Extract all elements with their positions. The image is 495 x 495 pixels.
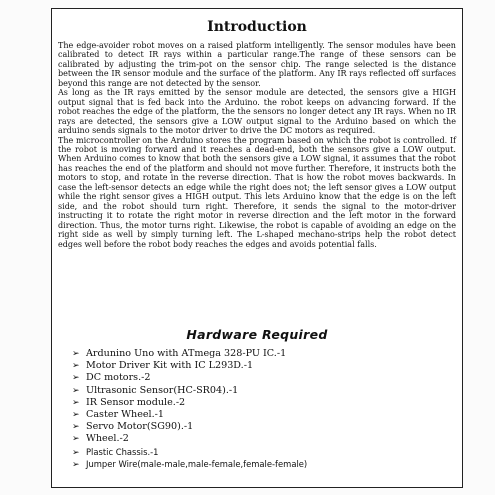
hardware-item-label: Ultrasonic Sensor(HC-SR04).-1 xyxy=(86,384,239,396)
hardware-item-label: Motor Driver Kit with IC L293D.-1 xyxy=(86,360,254,372)
arrow-bullet-icon: ➢ xyxy=(72,422,80,433)
hardware-title: Hardware Required xyxy=(186,327,328,342)
arrow-bullet-icon: ➢ xyxy=(72,447,80,458)
hardware-item-label: Ardunino Uno with ATmega 328-PU IC.-1 xyxy=(86,348,287,359)
intro-paragraph-3: The microcontroller on the Arduino stores the program based on which the robot is controlled. If the robot is moving forward and it reaches a dead-end, both the sensors give a LOW output. When Arduino comes to know that both the sensors give a LOW signal, it assumes that the robot has reaches the end of the platform and should not move further. Therefore, it instructs both the motors to stop, and rotate in the reverse direction. That is how the robot moves backwards. In case the left-sensor detects an edge while the right does not; the left sensor gives a LOW output while the right sensor gives a HIGH output. This lets Arduino know that the edge is on the left side, and the robot should turn right. Therefore, it sends the signal to the motor-driver instructing it to rotate the right motor in reverse direction and the left motor in the forward direction. Thus, the motor turns right. Likewise, the robot is capable of avoiding an edge on the right side as well by simply turning left. The L-shaped mechano-strips help the robot detect edges well before the robot body reaches the edges and avoids potential falls. xyxy=(58,135,456,249)
hardware-item-label: Caster Wheel.-1 xyxy=(86,408,165,420)
arrow-bullet-icon: ➢ xyxy=(72,385,80,396)
arrow-bullet-icon: ➢ xyxy=(72,397,80,408)
list-item xyxy=(72,446,307,458)
list-item xyxy=(72,385,307,397)
list-item xyxy=(72,409,307,421)
arrow-bullet-icon: ➢ xyxy=(72,409,80,420)
hardware-item-label: Servo Motor(SG90).-1 xyxy=(86,421,194,433)
hardware-item-label: Jumper Wire(male-male,male-female,female-female) xyxy=(86,458,308,469)
arrow-bullet-icon: ➢ xyxy=(72,373,80,384)
hardware-item-label: IR Sensor module.-2 xyxy=(86,396,186,408)
list-item xyxy=(72,433,307,445)
list-item xyxy=(72,421,307,433)
list-item xyxy=(72,397,307,409)
list-item xyxy=(72,360,307,372)
arrow-bullet-icon: ➢ xyxy=(72,434,80,445)
intro-paragraph-2: As long as the IR rays emitted by the sensor module are detected, the sensors give a HIGH output signal that is fed back into the Arduino. the robot keeps on advancing forward. If the robot reaches the edge of the platform, the the sensors no longer detect any IR rays. When no IR rays are detected, the sensors give a LOW output signal to the Arduino based on which the arduino sends signals to the motor driver to drive the DC motors as required. xyxy=(58,88,456,136)
hardware-item-label: Wheel.-2 xyxy=(86,433,129,445)
arrow-bullet-icon: ➢ xyxy=(72,459,80,470)
intro-title: Introduction xyxy=(207,19,307,35)
intro-body xyxy=(58,41,456,249)
document-frame xyxy=(51,8,463,488)
arrow-bullet-icon: ➢ xyxy=(72,349,80,359)
intro-paragraph-1: The edge-avoider robot moves on a raised platform intelligently. The sensor modules have been calibrated to detect IR rays within a particular range.The range of these sensors can be calibrated by adjusting the trim-pot on the sensor chip. The range selected is the distance between the IR sensor module and the surface of the platform. Any IR rays reflected off surfaces beyond this range are not detected by the sensor. xyxy=(58,41,456,88)
list-item xyxy=(72,348,307,360)
list-item xyxy=(72,372,307,384)
list-item xyxy=(72,458,307,470)
hardware-item-label: DC motors.-2 xyxy=(86,372,151,384)
hardware-item-label: Plastic Chassis.-1 xyxy=(86,446,159,457)
arrow-bullet-icon: ➢ xyxy=(72,361,80,372)
hardware-list xyxy=(72,348,307,470)
